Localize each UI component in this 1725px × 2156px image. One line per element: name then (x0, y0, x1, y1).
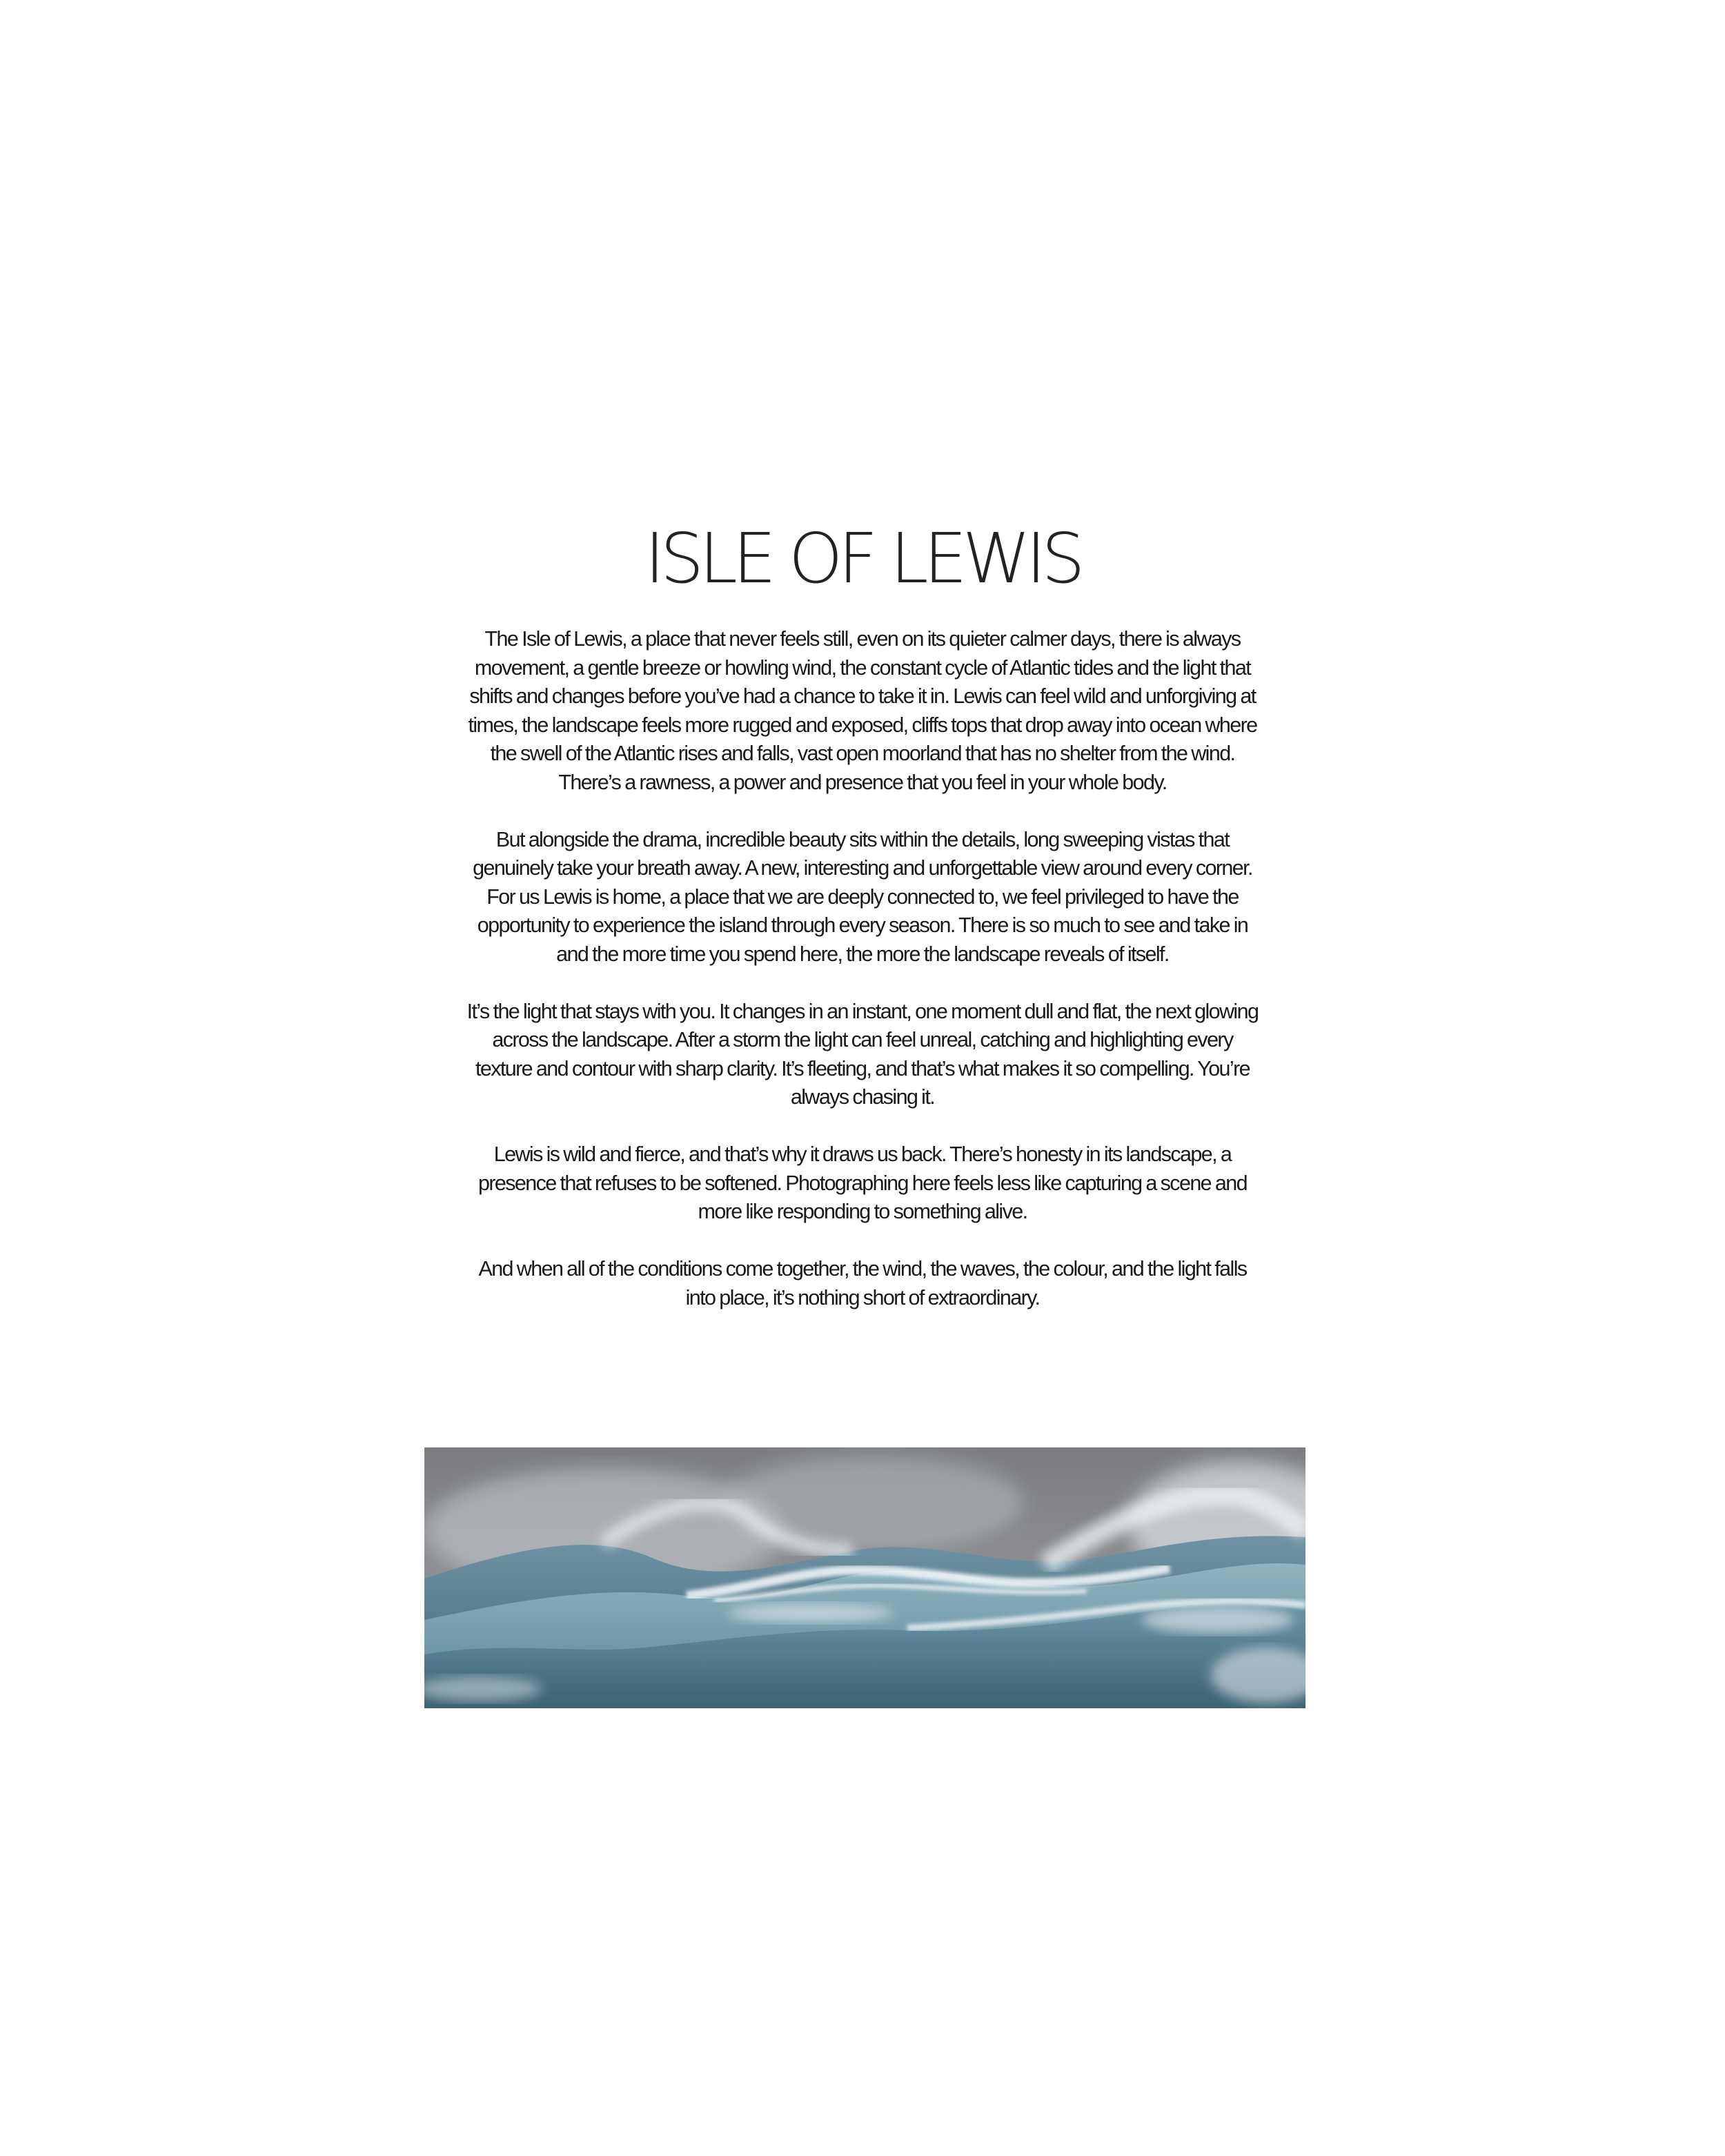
article-body (462, 625, 1263, 1312)
paragraph: It’s the light that stays with you. It changes in an instant, one moment dull and flat, the next glowing across the landscape. After a storm the light can feel unreal, catching and highlighting every texture and contour with sharp clarity. It’s fleeting, and that’s what makes it so compelling. You’re always chasing it. (466, 999, 1259, 1109)
paragraph: But alongside the drama, incredible beauty sits within the details, long sweeping vistas that genuinely take your breath away. A new, interesting and unforgettable view around every corner. For us Lewis is home, a place that we are deeply connected to, we feel privileged to have the opportunity to experience the island through every season. There is so much to see and take in and the more time you spend here, the more the landscape reveals of itself. (473, 827, 1252, 966)
page-title: ISLE OF LEWIS (644, 518, 1081, 599)
paragraph: And when all of the conditions come together, the wind, the waves, the colour, and the light falls into place, it’s nothing short of extraordinary. (478, 1257, 1247, 1309)
paragraph: The Isle of Lewis, a place that never feels still, even on its quieter calmer days, there is always movement, a gentle breeze or howling wind, the constant cycle of Atlantic tides and the light that shifts and changes before you’ve had a chance to take it in. Lewis can feel wild and unforgiving at times, the landscape feels more rugged and exposed, cliffs tops that drop away into ocean where the swell of the Atlantic rises and falls, vast open moorland that has no shelter from the wind. There’s a rawness, a power and presence that you feel in your whole body. (468, 627, 1257, 794)
paragraph: Lewis is wild and fierce, and that’s why it draws us back. There’s honesty in its landscape, a presence that refuses to be softened. Photographing here feels less like capturing a scene and more like responding to something alive. (477, 1143, 1248, 1223)
ocean-waves-photo (424, 1447, 1305, 1708)
ocean-waves-illustration (424, 1447, 1305, 1708)
